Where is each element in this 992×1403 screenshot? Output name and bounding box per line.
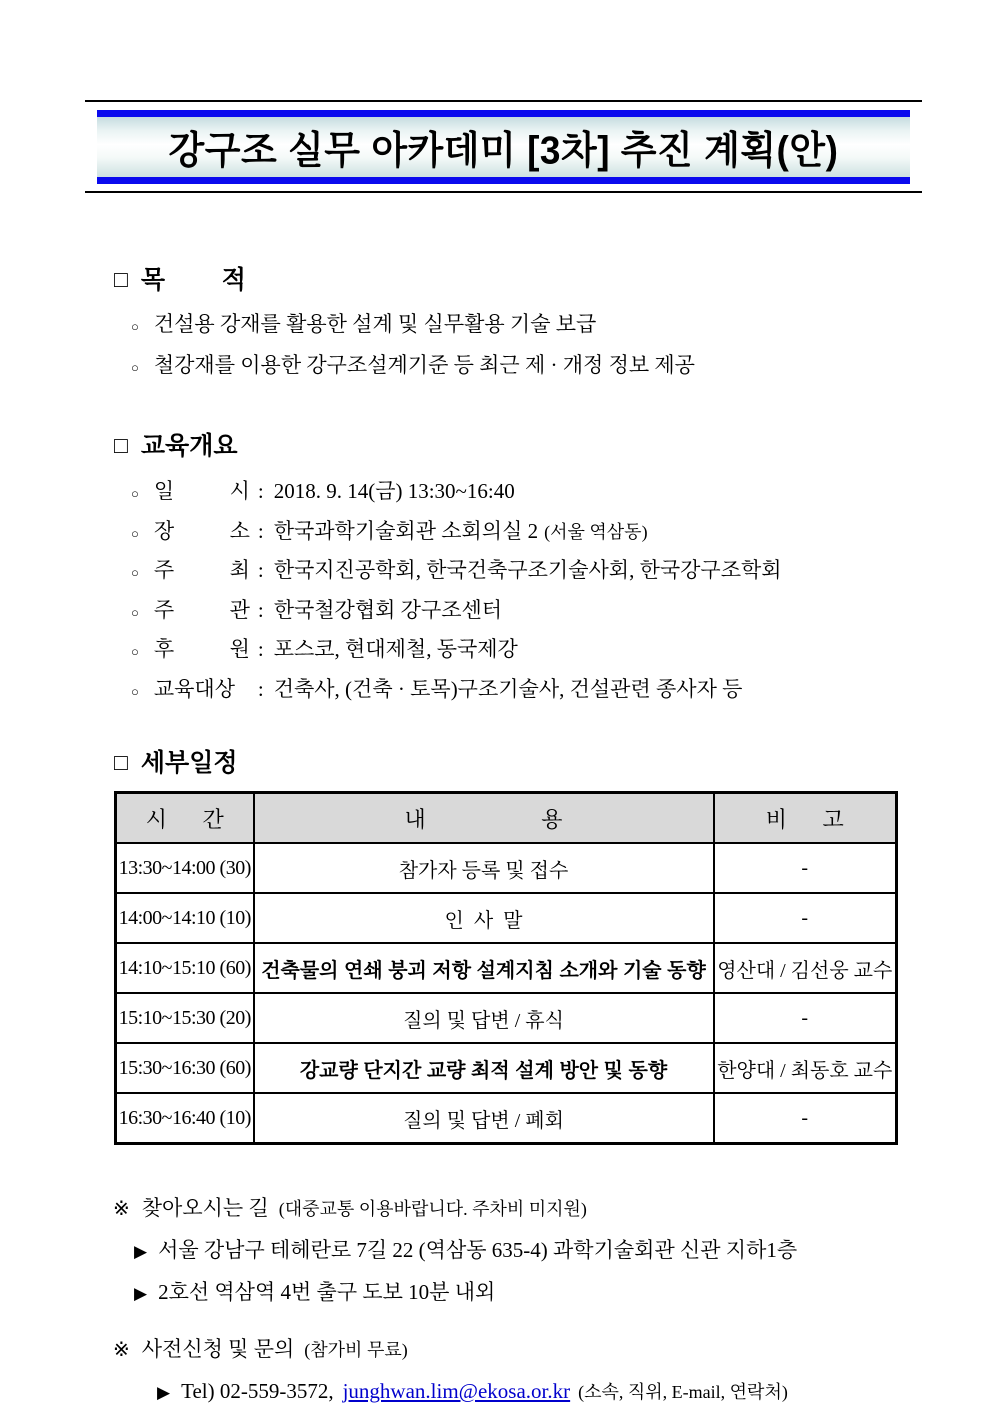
info-row-venue bbox=[131, 513, 992, 553]
info-row-datetime bbox=[131, 473, 992, 513]
list-item bbox=[131, 346, 992, 387]
arrow-bullet-icon: ▶ bbox=[157, 1383, 171, 1402]
schedule-content-cell: 강교량 단지간 교량 최적 설계 방안 및 동향 bbox=[254, 1043, 714, 1093]
circle-bullet-icon: ○ bbox=[131, 565, 139, 580]
schedule-note-cell: 한양대 / 최동호 교수 bbox=[714, 1043, 897, 1093]
schedule-content-cell: 질의 및 답변 / 휴식 bbox=[254, 993, 714, 1043]
column-header-note: 비 고 bbox=[714, 793, 897, 844]
circle-bullet-icon: ○ bbox=[131, 486, 139, 501]
directions-subway-line bbox=[134, 1272, 992, 1314]
purpose-item-text: 철강재를 이용한 강구조설계기준 등 최근 제 · 개정 정보 제공 bbox=[153, 353, 695, 377]
info-value: 포스코, 현대제철, 동국제강 bbox=[273, 637, 518, 661]
info-row-host bbox=[131, 552, 992, 592]
table-row bbox=[116, 843, 897, 893]
subway-text: 2호선 역삼역 4번 출구 도보 10분 내외 bbox=[158, 1280, 496, 1304]
contact-suffix: (소속, 직위, E-mail, 연락처) bbox=[578, 1382, 788, 1402]
schedule-content-cell: 인 사 말 bbox=[254, 893, 714, 943]
email-link[interactable]: junghwan.lim@ekosa.or.kr bbox=[342, 1379, 571, 1403]
column-header-time: 시 간 bbox=[116, 793, 254, 844]
info-row-sponsor bbox=[131, 631, 992, 671]
info-value-suffix: (서울 역삼동) bbox=[544, 521, 648, 542]
title-banner-gradient bbox=[97, 110, 910, 184]
schedule-note-cell: 영산대 / 김선웅 교수 bbox=[714, 943, 897, 993]
directions-block bbox=[113, 1187, 992, 1314]
square-bullet-icon: □ bbox=[114, 749, 128, 775]
overview-rows bbox=[131, 473, 992, 710]
table-row bbox=[116, 943, 897, 993]
table-row bbox=[116, 1093, 897, 1144]
schedule-time-cell: 14:10~15:10 (60) bbox=[116, 943, 254, 993]
square-bullet-icon: □ bbox=[114, 432, 128, 458]
purpose-heading bbox=[114, 265, 992, 295]
info-label: 장 소 bbox=[153, 518, 250, 543]
schedule-content-cell: 건축물의 연쇄 붕괴 저항 설계지침 소개와 기술 동향 bbox=[254, 943, 714, 993]
schedule-note-cell: - bbox=[714, 893, 897, 943]
purpose-heading-label: 목 적 bbox=[140, 266, 246, 294]
schedule-content-cell: 질의 및 답변 / 폐회 bbox=[254, 1093, 714, 1144]
overview-heading-label: 교육개요 bbox=[140, 432, 238, 460]
colon-separator: : bbox=[257, 558, 264, 582]
table-header-row bbox=[116, 793, 897, 844]
colon-separator: : bbox=[257, 597, 264, 622]
info-value: 2018. 9. 14(금) 13:30~16:40 bbox=[273, 479, 515, 503]
colon-separator: : bbox=[257, 518, 264, 543]
schedule-heading bbox=[114, 748, 992, 778]
registration-block bbox=[113, 1328, 992, 1403]
circle-bullet-icon: ○ bbox=[131, 644, 139, 659]
registration-detail: (참가비 무료) bbox=[304, 1340, 408, 1360]
phone-number: Tel) 02-559-3572, bbox=[181, 1379, 334, 1403]
schedule-time-cell: 13:30~14:00 (30) bbox=[116, 843, 254, 893]
reference-mark-icon: ※ bbox=[113, 1198, 130, 1220]
page-title: 강구조 실무 아카데미 [3차] 추진 계획(안) bbox=[168, 129, 839, 172]
colon-separator: : bbox=[257, 637, 264, 661]
purpose-item-text: 건설용 강재를 활용한 설계 및 실무활용 기술 보급 bbox=[153, 312, 597, 336]
directions-address-line bbox=[134, 1230, 992, 1272]
schedule-time-cell: 16:30~16:40 (10) bbox=[116, 1093, 254, 1144]
info-value: 한국과학기술회관 소회의실 2 bbox=[273, 518, 539, 543]
table-row bbox=[116, 1043, 897, 1093]
schedule-note-cell: - bbox=[714, 1093, 897, 1144]
contact-line bbox=[157, 1371, 992, 1403]
arrow-bullet-icon: ▶ bbox=[134, 1242, 148, 1261]
circle-bullet-icon: ○ bbox=[131, 525, 139, 541]
info-value: 한국지진공학회, 한국건축구조기술사회, 한국강구조학회 bbox=[273, 558, 782, 582]
table-row bbox=[116, 993, 897, 1043]
directions-detail: (대중교통 이용바랍니다. 주차비 미지원) bbox=[278, 1199, 587, 1219]
schedule-content-cell: 참가자 등록 및 접수 bbox=[254, 843, 714, 893]
info-label: 일 시 bbox=[153, 479, 250, 503]
circle-bullet-icon: ○ bbox=[131, 604, 139, 620]
info-label: 주 관 bbox=[153, 597, 250, 622]
info-value: 건축사, (건축 · 토목)구조기술사, 건설관련 종사자 등 bbox=[273, 676, 743, 701]
schedule-note-cell: - bbox=[714, 993, 897, 1043]
schedule-time-cell: 14:00~14:10 (10) bbox=[116, 893, 254, 943]
reference-mark-icon: ※ bbox=[113, 1339, 130, 1361]
registration-title: 사전신청 및 문의 bbox=[141, 1337, 295, 1361]
registration-heading bbox=[113, 1328, 992, 1371]
circle-bullet-icon: ○ bbox=[131, 683, 139, 699]
schedule-note-cell: - bbox=[714, 843, 897, 893]
directions-heading bbox=[113, 1187, 992, 1230]
info-row-audience bbox=[131, 671, 992, 711]
schedule-time-cell: 15:10~15:30 (20) bbox=[116, 993, 254, 1043]
list-item bbox=[131, 305, 992, 346]
title-banner bbox=[85, 100, 922, 193]
info-row-organizer bbox=[131, 592, 992, 632]
schedule-time-cell: 15:30~16:30 (60) bbox=[116, 1043, 254, 1093]
directions-title: 찾아오시는 길 bbox=[141, 1196, 269, 1220]
schedule-heading-label: 세부일정 bbox=[140, 749, 238, 777]
square-bullet-icon: □ bbox=[114, 266, 128, 292]
colon-separator: : bbox=[257, 676, 264, 701]
arrow-bullet-icon: ▶ bbox=[134, 1284, 148, 1303]
info-value: 한국철강협회 강구조센터 bbox=[273, 597, 503, 622]
info-label: 주 최 bbox=[153, 558, 250, 582]
address-text: 서울 강남구 테헤란로 7길 22 (역삼동 635-4) 과학기술회관 신관 지하1층 bbox=[158, 1238, 798, 1262]
table-row bbox=[116, 893, 897, 943]
column-header-content: 내 용 bbox=[254, 793, 714, 844]
overview-heading bbox=[114, 431, 992, 461]
circle-bullet-icon: ○ bbox=[131, 319, 139, 334]
circle-bullet-icon: ○ bbox=[131, 360, 139, 375]
info-label: 교육대상 bbox=[153, 676, 236, 701]
schedule-table bbox=[114, 791, 898, 1145]
colon-separator: : bbox=[257, 479, 264, 503]
info-label: 후 원 bbox=[153, 637, 250, 661]
footer-notes bbox=[113, 1187, 992, 1403]
purpose-list bbox=[131, 305, 992, 387]
